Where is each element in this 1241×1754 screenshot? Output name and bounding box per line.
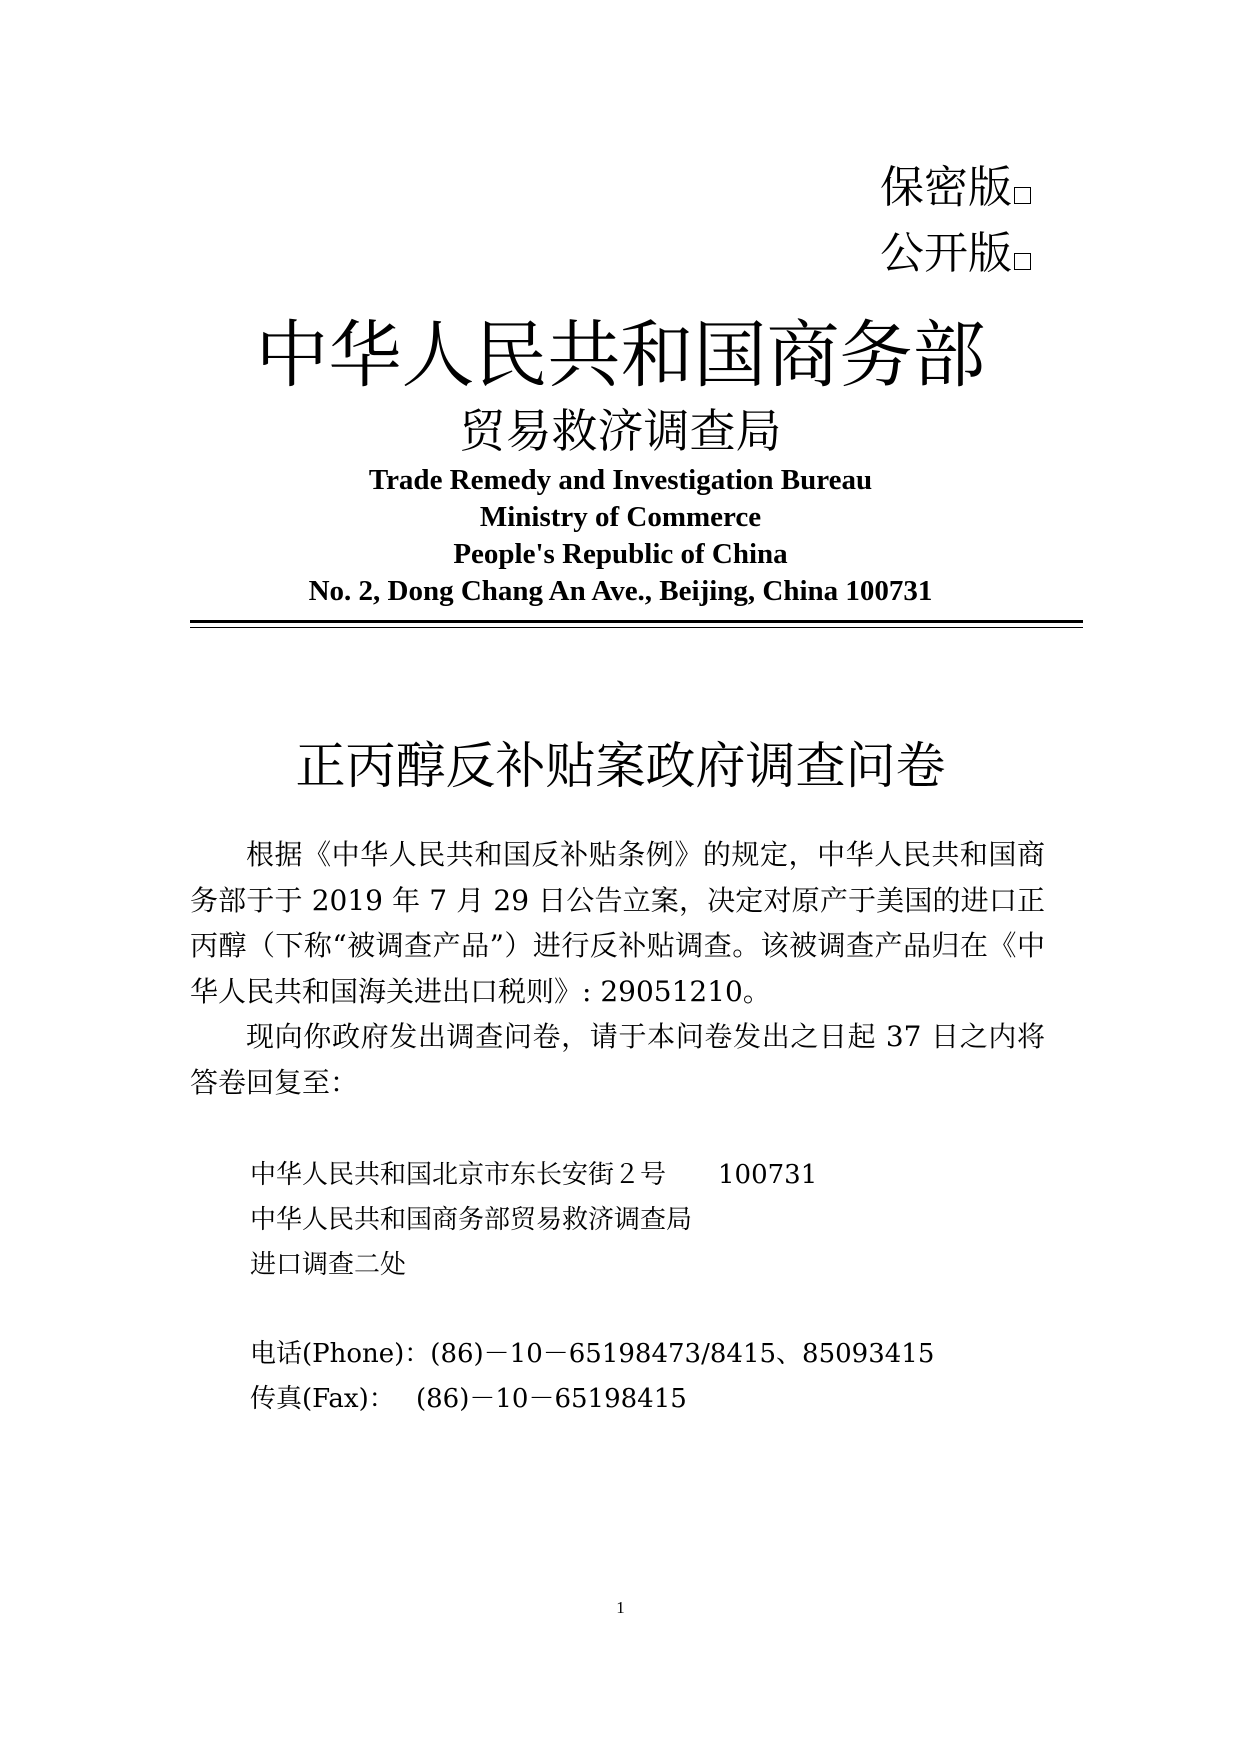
body-text xyxy=(190,832,1045,1105)
public-version-checkbox[interactable] xyxy=(1014,253,1031,270)
page-number: 1 xyxy=(616,1598,625,1617)
document-title: 正丙醇反补贴案政府调查问卷 xyxy=(295,737,946,795)
contact-fax: 传真(Fax)： (86)－10－65198415 xyxy=(250,1384,687,1414)
contact-bureau: 中华人民共和国商务部贸易救济调查局 xyxy=(250,1205,693,1235)
bureau-name-en: Trade Remedy and Investigation Bureau xyxy=(368,464,873,496)
address-en: No. 2, Dong Chang An Ave., Beijing, China 100731 xyxy=(308,575,933,607)
contact-division: 进口调查二处 xyxy=(250,1250,407,1280)
public-version-label: 公开版 xyxy=(880,228,1012,279)
ministry-heading: 中华人民共和国商务部 xyxy=(255,313,986,398)
body-paragraph-1: 根据《中华人民共和国反补贴条例》的规定，中华人民共和国商务部于于 2019 年 7 月 29 日公告立案，决定对原产于美国的进口正丙醇（下称“被调查产品”）进行反补贴调查。该被调查产品归在《中华人民共和国海关进出口税则》: 29051210。 xyxy=(190,838,1045,1008)
confidential-version-option xyxy=(880,162,1031,213)
contact-phone: 电话(Phone)：(86)－10－65198473/8415、85093415 xyxy=(250,1339,935,1369)
country-name-en: People's Republic of China xyxy=(453,538,788,570)
ministry-name-en: Ministry of Commerce xyxy=(479,501,762,533)
header-divider-thin xyxy=(190,627,1083,628)
body-paragraph-2: 现向你政府发出调查问卷，请于本问卷发出之日起 37 日之内将答卷回复至： xyxy=(190,1020,1045,1099)
contact-address: 中华人民共和国北京市东长安街２号 100731 xyxy=(250,1160,818,1190)
header-divider-thick xyxy=(190,620,1083,623)
public-version-option xyxy=(880,228,1031,279)
confidential-version-checkbox[interactable] xyxy=(1014,187,1031,204)
bureau-heading: 贸易救济调查局 xyxy=(459,404,782,458)
confidential-version-label: 保密版 xyxy=(880,162,1012,213)
